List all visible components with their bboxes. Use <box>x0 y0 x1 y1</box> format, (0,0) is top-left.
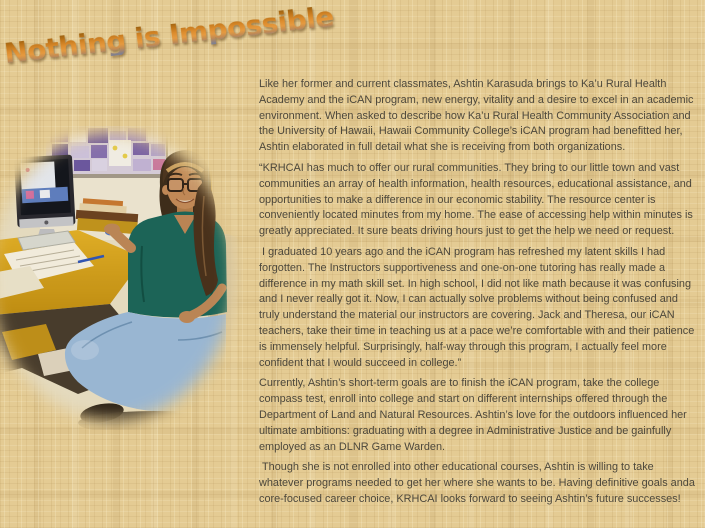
paragraph-closing: Though she is not enrolled into other educational courses, Ashtin is willing to take whatever programs needed to get her where she wants to be. Having definitive goals anda core-focused career choice, KRHCAI looks forward to seeing Ashtin’s future successes! <box>259 461 698 505</box>
page-title: Nothing is Impossible <box>2 0 336 70</box>
paragraph-goals: Currently, Ashtin’s short-term goals are to finish the iCAN program, take the college compass test, enroll into college and start on different internships offered through the Department of Land and Natural Resources. Ashtin’s love for the outdoors influenced her ultimate ambitions: graduating with a degree in Administrative Justice and be gainfully employed as an DLNR Game Warden. <box>259 377 690 453</box>
paragraph-quote-1: “KRHCAI has much to offer our rural communities. They bring to our little town and vast communities an array of health information, health resources, educational assistance, and opportunities to make a difference in our economic stability. The resource center is conveniently located minutes from my home. The ease of accessing help within minutes is greatly appreciated. It sure beats driving hours just to get the help we need or request. <box>259 161 696 238</box>
paragraph-intro: Like her former and current classmates, Ashtin Karasuda brings to Ka’u Rural Health Academy and the iCAN program, new energy, vitality and a desire to excel in an academic environment. When asked to describe how Ka’u Rural Health Community Association and the University of Hawaii, Hawaii Community College’s iCAN program had benefitted her, Ashtin elaborated in full detail what she is receiving from both organizations. <box>259 78 697 154</box>
paragraph-quote-2: I graduated 10 years ago and the iCAN program has refreshed my latent skills I had forgotten. The Instructors supportiveness and one-on-one tutoring has really made a difference in my math skill set. In high school, I did not like math because it was confusing and I never really got it. Now, I can actually solve problems without being confused and truly understand the material our instructors are covering. Jack and Theresa, our iCAN teachers, take their time in teaching us at a pace we’re comfortable with and their patience is immensely helpful. Surprisingly, half-way through this program, I actually feel more confident that I would succeed in college.” <box>259 245 698 369</box>
student-photo <box>0 126 244 430</box>
article-text <box>259 77 697 513</box>
